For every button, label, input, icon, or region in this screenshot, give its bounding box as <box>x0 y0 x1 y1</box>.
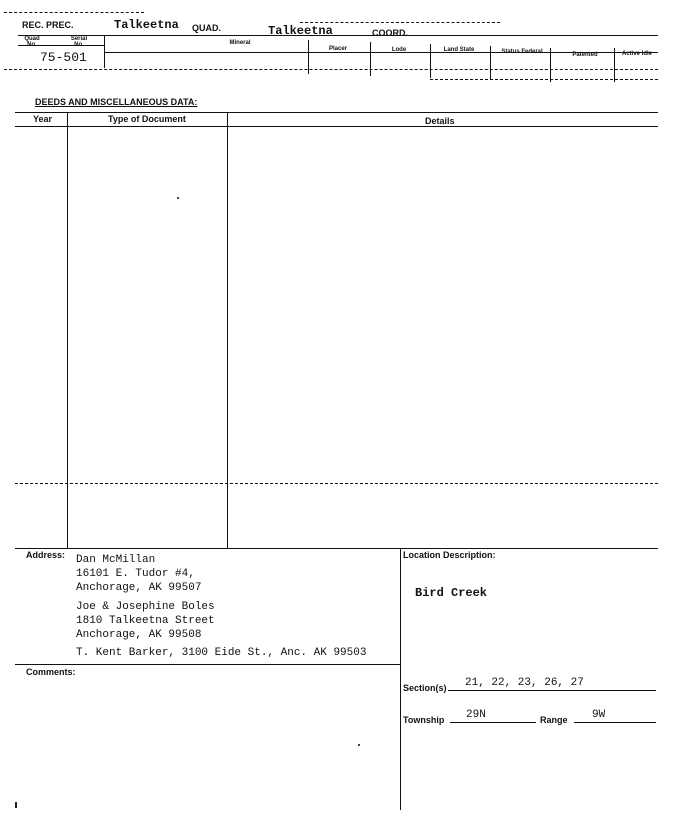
owner-1-name: Dan McMillan <box>76 554 156 566</box>
sections-underline <box>448 690 656 691</box>
placer-label: Placer <box>328 46 347 52</box>
owner-1-street: 16101 E. Tudor #4, <box>76 568 195 580</box>
header-subrow-line-right <box>104 52 658 53</box>
header-top-border <box>4 12 144 13</box>
patented-label: Patented <box>572 52 598 58</box>
header-bottom-border-2 <box>430 79 658 80</box>
col-year-header: Year <box>33 114 53 124</box>
sections-value: 21, 22, 23, 26, 27 <box>465 677 584 689</box>
rec-prec-value: Talkeetna <box>114 18 179 32</box>
quad-label: QUAD. <box>192 23 221 33</box>
col-type-header: Type of Document <box>108 114 186 124</box>
comments-label: Comments: <box>26 667 76 677</box>
owner-2-city: Anchorage, AK 99508 <box>76 629 202 641</box>
active-idle-label: Active Idle <box>622 51 653 57</box>
range-value: 9W <box>592 709 606 721</box>
quad-value: Talkeetna <box>268 24 333 38</box>
lode-label: Lode <box>391 47 407 53</box>
address-top-line <box>15 548 658 549</box>
rec-prec-label: REC. PREC. <box>22 20 74 30</box>
owner-3-line: T. Kent Barker, 3100 Eide St., Anc. AK 99503 <box>76 647 367 659</box>
header-col-divider <box>614 48 615 82</box>
header-top-border-right <box>300 22 500 23</box>
owner-2-name: Joe & Josephine Boles <box>76 601 215 613</box>
deeds-section-title: DEEDS AND MISCELLANEOUS DATA: <box>35 97 198 107</box>
owner-1-block <box>76 553 201 595</box>
township-label: Township <box>403 715 445 725</box>
range-label: Range <box>540 715 568 725</box>
mineral-label: Mineral <box>229 40 251 46</box>
owner-1-city: Anchorage, AK 99507 <box>76 582 202 594</box>
sections-label: Section(s) <box>403 683 447 693</box>
quad-no-label: Quad No. <box>24 36 40 48</box>
township-value: 29N <box>466 709 486 721</box>
owner-2-block <box>76 600 215 642</box>
location-label: Location Description: <box>403 550 496 560</box>
header-col-divider <box>370 42 371 76</box>
deeds-dashed-separator <box>15 483 658 484</box>
serial-value: 75-501 <box>40 50 87 65</box>
serial-no-label: Serial No. <box>70 36 88 48</box>
deeds-table-header-line <box>15 126 658 127</box>
comments-top-line <box>15 664 400 665</box>
coord-label: COORD. <box>372 28 408 38</box>
status-federal-label: Status Federal <box>501 49 543 55</box>
deeds-table-top-line <box>15 112 658 113</box>
header-subrow-line <box>18 45 104 46</box>
scan-speck <box>177 197 179 199</box>
scan-speck <box>358 744 360 746</box>
header-col-divider <box>430 44 431 78</box>
header-col-divider <box>490 46 491 80</box>
township-underline <box>450 722 536 723</box>
land-state-label: Land State <box>443 47 475 53</box>
range-underline <box>574 722 656 723</box>
header-col-divider <box>550 48 551 82</box>
location-value: Bird Creek <box>415 586 488 600</box>
header-row-line <box>18 35 658 36</box>
scan-speck <box>15 802 17 808</box>
header-bottom-border <box>4 69 658 70</box>
lower-vertical-divider <box>400 548 401 810</box>
col-details-header: Details <box>425 116 455 126</box>
header-col-divider <box>104 35 105 68</box>
address-label: Address: <box>26 550 66 560</box>
owner-2-street: 1810 Talkeetna Street <box>76 615 215 627</box>
